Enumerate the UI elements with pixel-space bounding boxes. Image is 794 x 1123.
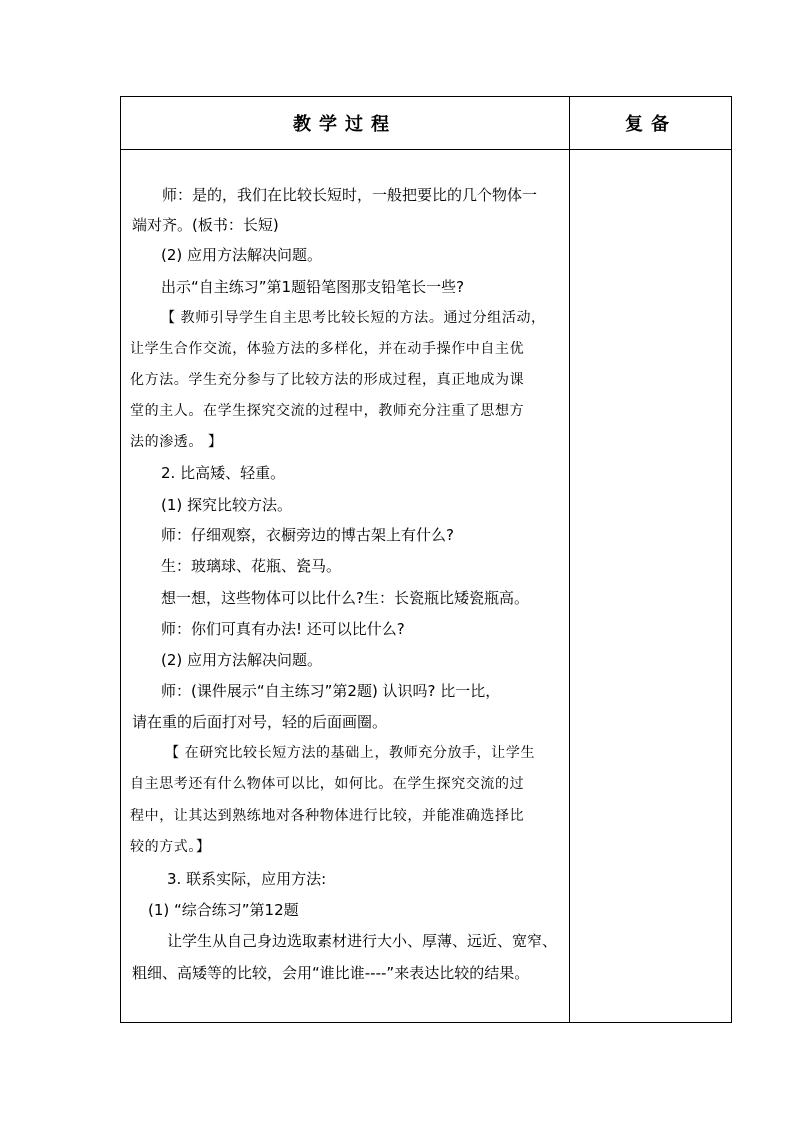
note-line: 较的方式。】 bbox=[130, 839, 211, 855]
text-line: 生：玻璃球、花瓶、瓷马。 bbox=[161, 557, 342, 575]
header-row-divider bbox=[121, 149, 731, 150]
header-teaching-process: 教学过程 bbox=[293, 114, 397, 135]
note-line: 堂的主人。在学生探究交流的过程中，教师充分注重了思想方 bbox=[130, 403, 525, 419]
header-review-prep: 复备 bbox=[625, 114, 677, 135]
note-line: 法的渗透。 】 bbox=[130, 434, 223, 450]
text-line: 3. 联系实际，应用方法: bbox=[167, 870, 327, 888]
lesson-plan-table bbox=[120, 96, 732, 1023]
note-line: 自主思考还有什么物体可以比，如何比。在学生探究交流的过 bbox=[130, 776, 525, 792]
text-line: 师：是的，我们在比较长短时，一般把要比的几个物体一 bbox=[162, 186, 538, 204]
text-line: 端对齐。(板书：长短) bbox=[132, 216, 279, 234]
note-line: 【 教师引导学生自主思考比较长短的方法。通过分组活动， bbox=[161, 310, 546, 326]
text-line: 让学生从自己身边选取素材进行大小、厚薄、远近、宽窄、 bbox=[167, 932, 558, 950]
text-line: 粗细、高矮等的比较，会用“谁比谁----”来表达比较的结果。 bbox=[132, 964, 530, 982]
text-line: (2) 应用方法解决问题。 bbox=[161, 246, 323, 264]
text-line: 2. 比高矮、轻重。 bbox=[161, 464, 286, 482]
text-line: (2) 应用方法解决问题。 bbox=[161, 651, 323, 669]
text-line: 师：仔细观察，衣橱旁边的博古架上有什么? bbox=[161, 526, 454, 544]
column-divider bbox=[569, 97, 570, 1022]
text-line: (1) 探究比较方法。 bbox=[161, 496, 293, 514]
note-line: 【 在研究比较长短方法的基础上，教师充分放手，让学生 bbox=[165, 745, 536, 761]
text-line: (1) “综合练习”第12题 bbox=[148, 901, 299, 919]
text-line: 请在重的后面打对号，轻的后面画圈。 bbox=[132, 713, 388, 731]
text-line: 师：你们可真有办法! 还可以比什么? bbox=[161, 620, 405, 638]
note-line: 程中，让其达到熟练地对各种物体进行比较，并能准确选择比 bbox=[130, 808, 525, 824]
text-line: 师：(课件展示“自主练习”第2题) 认识吗? 比一比， bbox=[161, 682, 501, 700]
note-line: 化方法。学生充分参与了比较方法的形成过程，真正地成为课 bbox=[130, 372, 525, 388]
text-line: 想一想，这些物体可以比什么?生：长瓷瓶比矮瓷瓶高。 bbox=[161, 589, 529, 607]
note-line: 让学生合作交流，体验方法的多样化，并在动手操作中自主优 bbox=[130, 341, 525, 357]
text-line: 出示“自主练习”第1题铅笔图那支铅笔长一些? bbox=[161, 278, 465, 296]
